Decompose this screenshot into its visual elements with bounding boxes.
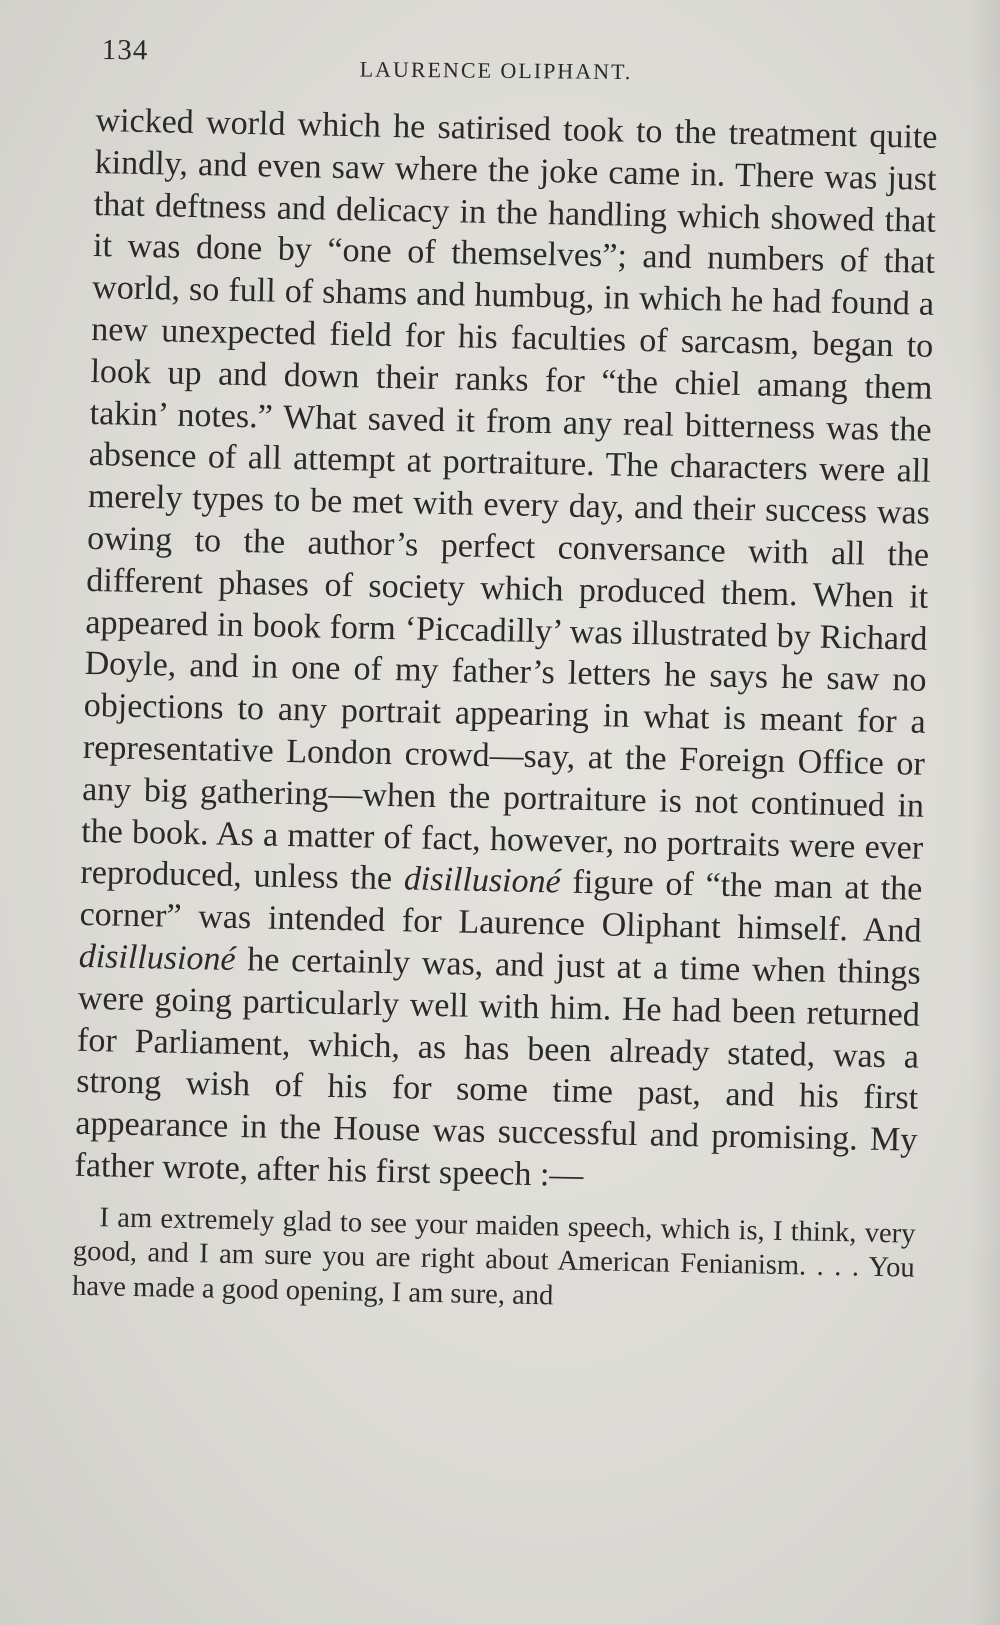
running-head: LAURENCE OLIPHANT. xyxy=(359,56,633,85)
page-number: 134 xyxy=(101,34,149,67)
italic-term: disillusioné xyxy=(78,937,236,978)
paragraph-segment: wicked world which he satirised took to the treatment quite kindly, and even saw where the joke came in. There was just that deftness and delicacy in the handling which showed that it was done by “one of themselves”; and numbers of that world, so full of shams and humbug, in which he had found a new unexpected field for his faculties of sarcasm, began to look up and down their ranks for “the chiel amang them takin’ notes.” What saved it from any real bitterness was the absence of all attempt at portraiture. The characters were all merely types to be met with every day, and their success was owing to the author’s perfect conversance with all the different phases of society which produced them. When it appeared in book form ‘Piccadilly’ was illustrated by Richard Doyle, and in one of my father’s letters he says he saw no objections to any portrait appearing in what is meant for a representative London crowd—say, at the Foreign Office or any big gathering—when the portraiture is not continued in the book. As a matter of fact, however, no portraits were ever reproduced, unless the xyxy=(80,101,938,898)
paragraph-segment: figure of “the man at the corner” was intended for Laurence Oliphant himself. And xyxy=(79,864,923,950)
body-text xyxy=(72,100,938,1321)
main-paragraph xyxy=(74,100,938,1203)
quoted-letter: I am extremely glad to see your maiden speech, which is, I think, very good, and I am sure you are right about American Fenianism. . . . You have made a good opening, I am sure, and xyxy=(71,1202,916,1312)
page-header xyxy=(102,34,942,92)
italic-term: disillusioné xyxy=(403,860,562,901)
paragraph-segment: he certainly was, and just at a time when things were going particularly well with him. He had been returned for Parliament, which, as has been already stated, was a strong wish of his for some time past, and his first appearance in the House was successful and promising. My father wrote, after his first speech :— xyxy=(74,941,922,1194)
scan-shadow xyxy=(970,0,1000,1625)
